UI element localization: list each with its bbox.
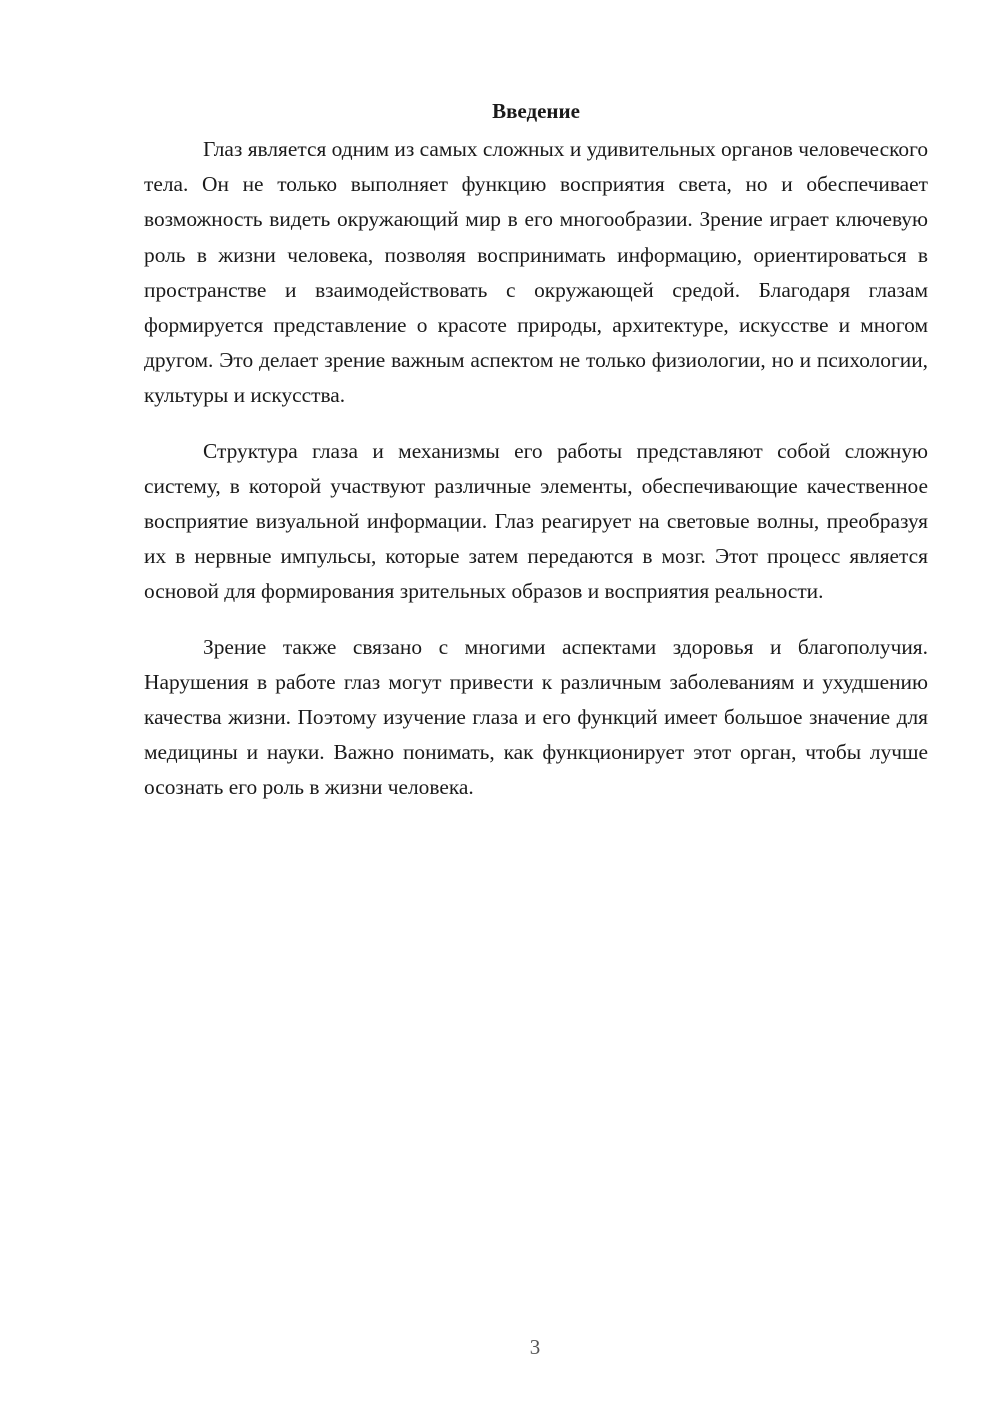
page-number: 3	[529, 1335, 541, 1359]
paragraph-1: Глаз является одним из самых сложных и удивительных органов человеческого тела. Он не только выполняет функцию восприятия света, но и обеспечивает возможность видеть окружающий мир в его многообразии. Зрение играет ключевую роль в жизни человека, позволяя воспринимать информацию, ориентироваться в пространстве и взаимодействовать с окружающей средой. Благодаря глазам формируется представление о красоте природы, архитектуре, искусстве и многом другом. Это делает зрение важным аспектом не только физиологии, но и психологии, культуры и искусства.	[144, 137, 929, 408]
section-title: Введение	[492, 99, 580, 123]
page-content	[144, 94, 928, 826]
paragraph-3: Зрение также связано с многими аспектами здоровья и благополучия. Нарушения в работе глаз могут привести к различным заболеваниям и ухудшению качества жизни. Поэтому изучение глаза и его функций имеет большое значение для медицины и науки. Важно понимать, как функционирует этот орган, чтобы лучше осознать его роль в жизни человека.	[144, 634, 928, 800]
paragraph-2: Структура глаза и механизмы его работы представляют собой сложную систему, в которой участвуют различные элементы, обеспечивающие качественное восприятие визуальной информации. Глаз реагирует на световые волны, преобразуя их в нервные импульсы, которые затем передаются в мозг. Этот процесс является основой для формирования зрительных образов и восприятия реальности.	[144, 438, 928, 604]
